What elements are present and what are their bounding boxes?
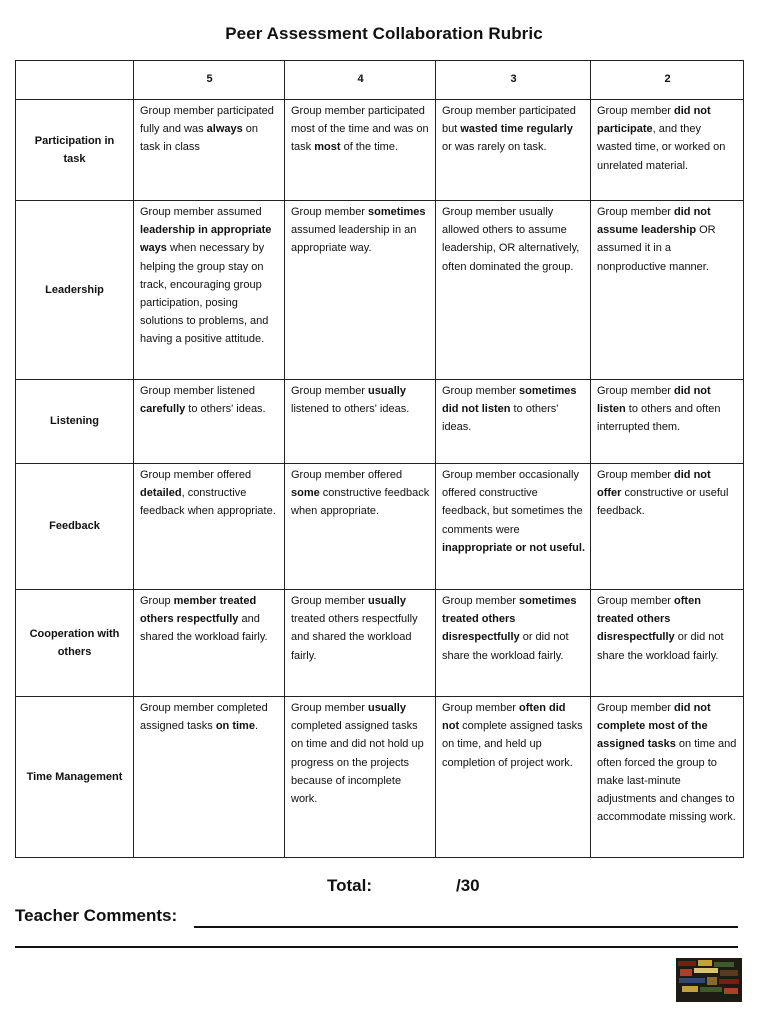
score-5-cell: Group member completed assigned tasks on time. <box>134 697 285 858</box>
criterion-cell: Participation in task <box>16 100 134 201</box>
logo-word-block <box>724 988 738 994</box>
score-2-cell: Group member often treated others disrespectfully or did not share the workload fairly. <box>591 590 744 697</box>
score-2-cell: Group member did not listen to others and often interrupted them. <box>591 380 744 464</box>
comment-line <box>194 926 738 928</box>
score-4-cell: Group member participated most of the time and was on task most of the time. <box>285 100 436 201</box>
criterion-cell: Time Management <box>16 697 134 858</box>
criterion-cell: Feedback <box>16 464 134 590</box>
logo-word-block <box>694 968 718 973</box>
score-5-cell: Group member assumed leadership in appropriate ways when necessary by helping the group stay on track, encouraging group participation, posing solutions to problems, and having a positive attitude. <box>134 201 285 380</box>
total-section <box>0 876 768 898</box>
logo-word-block <box>682 986 698 992</box>
score-5-cell: Group member listened carefully to others' ideas. <box>134 380 285 464</box>
rubric-row <box>16 590 744 697</box>
header-row <box>16 61 744 100</box>
score-5-cell: Group member treated others respectfully and shared the workload fairly. <box>134 590 285 697</box>
score-2-cell: Group member did not offer constructive or useful feedback. <box>591 464 744 590</box>
total-label: Total: <box>327 876 373 895</box>
header-cell-score-3: 3 <box>436 61 591 100</box>
logo-word-block <box>700 987 722 992</box>
logo-word-block <box>698 960 712 966</box>
logo-word-block <box>679 978 705 983</box>
score-3-cell: Group member usually allowed others to assume leadership, OR alternatively, often dominated the group. <box>436 201 591 380</box>
header-cell-score-2: 2 <box>591 61 744 100</box>
score-5-cell: Group member offered detailed, constructive feedback when appropriate. <box>134 464 285 590</box>
score-2-cell: Group member did not complete most of the assigned tasks on time and often forced the group to make last-minute adjustments and changes to accommodate missing work. <box>591 697 744 858</box>
rubric-table <box>15 60 744 858</box>
score-5-cell: Group member participated fully and was always on task in class <box>134 100 285 201</box>
criterion-cell: Listening <box>16 380 134 464</box>
teacher-comments-label: Teacher Comments: <box>15 906 178 925</box>
rubric-row <box>16 380 744 464</box>
logo-word-block <box>680 969 692 976</box>
score-4-cell: Group member offered some constructive feedback when appropriate. <box>285 464 436 590</box>
score-3-cell: Group member participated but wasted time regularly or was rarely on task. <box>436 100 591 201</box>
score-2-cell: Group member did not assume leadership OR assumed it in a nonproductive manner. <box>591 201 744 380</box>
rubric-row <box>16 201 744 380</box>
rubric-row <box>16 464 744 590</box>
logo-word-block <box>707 977 717 985</box>
score-4-cell: Group member usually treated others respectfully and shared the workload fairly. <box>285 590 436 697</box>
score-4-cell: Group member sometimes assumed leadership in an appropriate way. <box>285 201 436 380</box>
document-title: Peer Assessment Collaboration Rubric <box>225 24 543 43</box>
logo-word-block <box>719 979 739 984</box>
score-3-cell: Group member occasionally offered constructive feedback, but sometimes the comments were inappropriate or not useful. <box>436 464 591 590</box>
logo-word-block <box>678 961 696 966</box>
header-cell-score-4: 4 <box>285 61 436 100</box>
header-cell-criterion <box>16 61 134 100</box>
logo-word-block <box>714 962 734 967</box>
score-4-cell: Group member usually completed assigned tasks on time and did not hold up progress on the projects because of incomplete work. <box>285 697 436 858</box>
criterion-cell: Cooperation with others <box>16 590 134 697</box>
score-4-cell: Group member usually listened to others' ideas. <box>285 380 436 464</box>
criterion-cell: Leadership <box>16 201 134 380</box>
logo-word-block <box>720 970 738 976</box>
score-2-cell: Group member did not participate, and they wasted time, or worked on unrelated material. <box>591 100 744 201</box>
comment-line <box>15 946 738 948</box>
logo-image <box>676 958 742 1002</box>
score-3-cell: Group member sometimes treated others disrespectfully or did not share the workload fairly. <box>436 590 591 697</box>
score-3-cell: Group member often did not complete assigned tasks on time, and held up completion of project work. <box>436 697 591 858</box>
rubric-row <box>16 100 744 201</box>
score-3-cell: Group member sometimes did not listen to others' ideas. <box>436 380 591 464</box>
header-cell-score-5: 5 <box>134 61 285 100</box>
rubric-row <box>16 697 744 858</box>
total-max: /30 <box>456 876 480 895</box>
